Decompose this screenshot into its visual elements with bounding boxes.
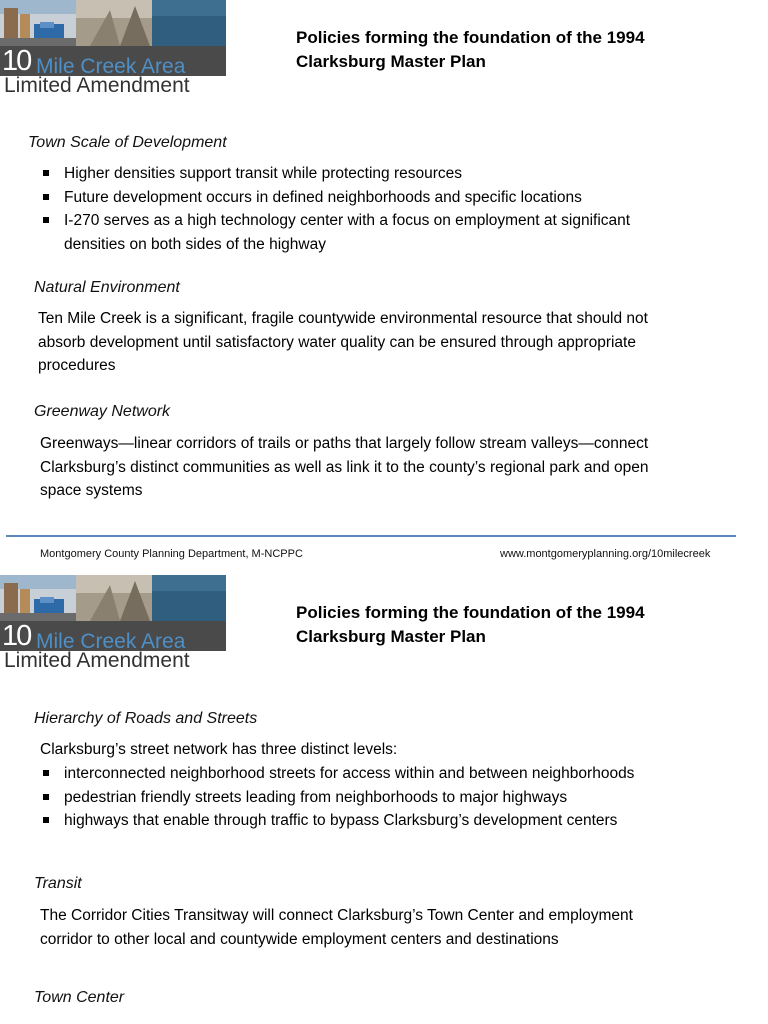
town-scale-bullets: [40, 162, 670, 256]
footer-url: www.montgomeryplanning.org/10milecreek: [500, 548, 711, 560]
transit-text: The Corridor Cities Transitway will connect Clarksburg’s Town Center and employment corridor to other local and countywide employment centers and destinations: [40, 907, 633, 948]
bullet-item: Future development occurs in defined neighborhoods and specific locations: [40, 186, 670, 210]
ten-mile-creek-logo: [0, 0, 226, 100]
logo-title-bar: [0, 621, 226, 651]
logo-number: 10: [2, 620, 31, 652]
logo-number: 10: [2, 45, 31, 77]
ten-mile-creek-logo: [0, 575, 226, 675]
bullet-item: pedestrian friendly streets leading from neighborhoods to major highways: [40, 786, 700, 810]
section-heading-transit: Transit: [34, 875, 82, 892]
logo-subtitle: Limited Amendment: [4, 649, 190, 672]
bullet-item: I-270 serves as a high technology center with a focus on employment at significant densities on both sides of the highway: [40, 209, 670, 256]
roads-intro: Clarksburg’s street network has three distinct levels:: [40, 741, 398, 758]
logo-photo-strip: [0, 0, 226, 46]
logo-subtitle: Limited Amendment: [4, 74, 190, 97]
section-heading-greenway: Greenway Network: [34, 403, 171, 420]
section-heading-natural: Natural Environment: [34, 279, 180, 296]
logo-name: Mile Creek Area: [36, 55, 186, 78]
logo-photo-strip: [0, 575, 226, 621]
logo-title-bar: [0, 46, 226, 76]
slide-title: Policies forming the foundation of the 1994 Clarksburg Master Plan: [296, 603, 645, 646]
footer-organization: Montgomery County Planning Department, M-NCPPC: [40, 548, 303, 560]
footer-divider: [6, 535, 736, 537]
greenway-text: Greenways—linear corridors of trails or paths that largely follow stream valleys—connect Clarksburg’s distinct communities as well as link it to the county’s regional park and open space systems: [40, 435, 649, 499]
logo-name: Mile Creek Area: [36, 630, 186, 653]
bullet-item: interconnected neighborhood streets for access within and between neighborhoods: [40, 762, 700, 786]
roads-bullets: [40, 762, 700, 833]
section-heading-town-center: Town Center: [34, 989, 125, 1006]
bullet-item: Higher densities support transit while protecting resources: [40, 162, 670, 186]
section-heading-roads: Hierarchy of Roads and Streets: [34, 710, 258, 727]
bullet-item: highways that enable through traffic to bypass Clarksburg’s development centers: [40, 809, 700, 833]
slide-2: [0, 575, 768, 1024]
slide-title: Policies forming the foundation of the 1994 Clarksburg Master Plan: [296, 28, 645, 71]
section-heading-town-scale: Town Scale of Development: [28, 134, 227, 151]
natural-environment-text: Ten Mile Creek is a significant, fragile countywide environmental resource that should not absorb development until satisfactory water quality can be ensured through appropriate procedures: [38, 310, 648, 374]
